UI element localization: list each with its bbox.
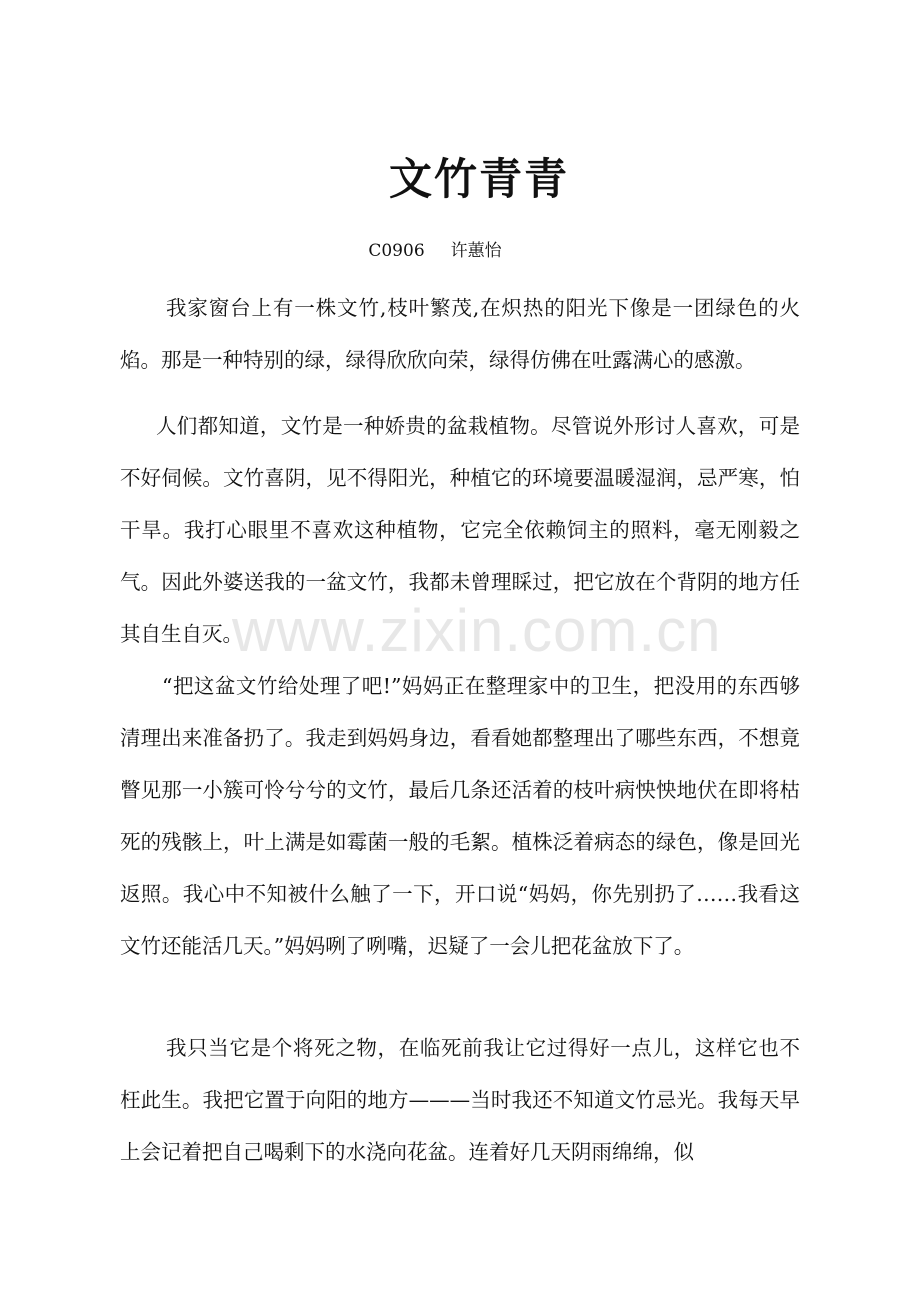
byline (0, 236, 870, 261)
paragraph-2: 人们都知道，文竹是一种娇贵的盆栽植物。尽管说外形讨人喜欢，可是不好伺候。文竹喜阴，见不得阳光，种植它的环境要温暖湿润，忌严寒，怕干旱。我打心眼里不喜欢这种植物，它完全依赖饲主的照料，毫无刚毅之气。因此外婆送我的一盆文竹，我都未曾理睬过，把它放在个背阴的地方任其自生自灭。 (120, 414, 800, 646)
site-watermark: www.zixin.com.cn (232, 597, 722, 664)
paragraph-3: “把这盆文竹给处理了吧!”妈妈正在整理家中的卫生，把没用的东西够清理出来准备扔了。我走到妈妈身边，看看她都整理出了哪些东西，不想竟瞥见那一小簇可怜兮兮的文竹，最后几条还活着的枝叶病怏怏地伏在即将枯死的残骸上，叶上满是如霉菌一般的毛絮。植株泛着病态的绿色，像是回光返照。我心中不知被什么触了一下，开口说“妈妈，你先别扔了……我看这文竹还能活几天。”妈妈咧了咧嘴，迟疑了一会儿把花盆放下了。 (120, 674, 800, 958)
author-name: 许蕙怡 (450, 241, 502, 261)
class-code: C0906 (368, 241, 425, 261)
paragraph-4: 我只当它是个将死之物，在临死前我让它过得好一点儿，这样它也不枉此生。我把它置于向阳的地方———当时我还不知道文竹忌光。我每天早上会记着把自己喝剩下的水浇向花盆。连着好几天阴雨绵绵，似 (120, 1036, 800, 1164)
document-title: 文竹青青 (389, 155, 569, 205)
paragraph-1: 我家窗台上有一株文竹,枝叶繁茂,在炽热的阳光下像是一团绿色的火焰。那是一种特别的绿，绿得欣欣向荣，绿得仿佛在吐露满心的感激。 (120, 296, 800, 372)
